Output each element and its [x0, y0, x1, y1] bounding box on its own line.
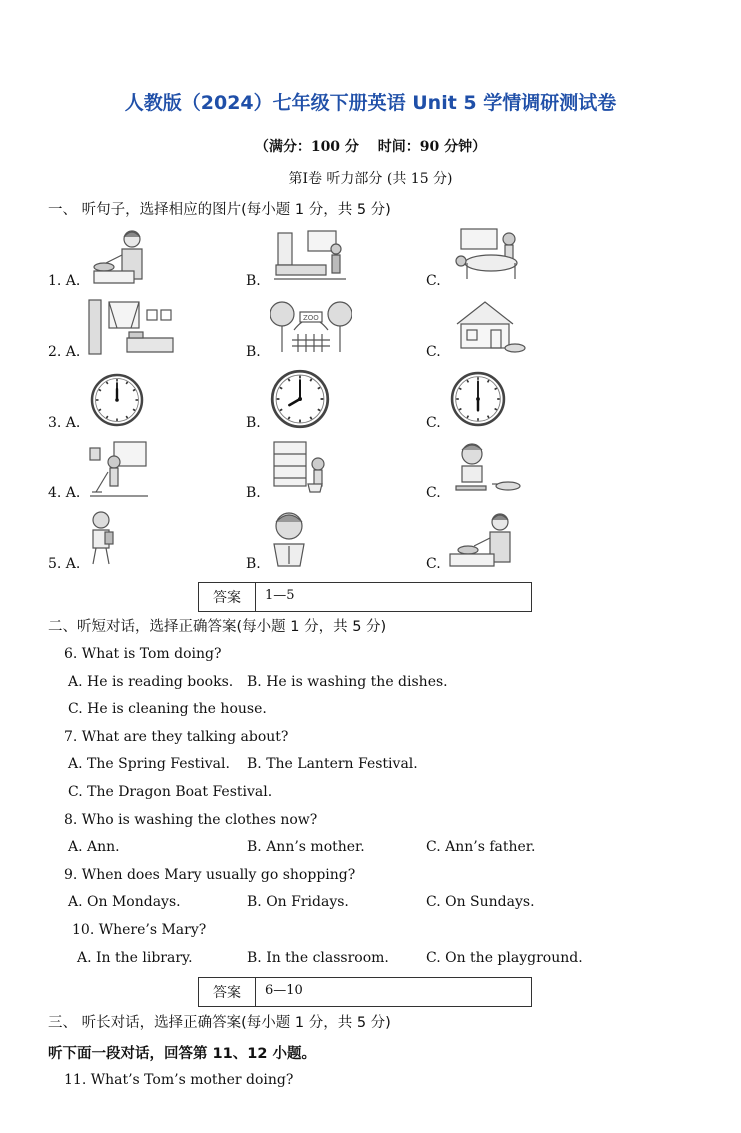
- section1-heading: 一、 听句子，选择相应的图片(每小题 1 分，共 5 分): [48, 202, 391, 218]
- answer-range: 1—5: [265, 588, 295, 603]
- q8-question: 8. Who is washing the clothes now?: [64, 812, 318, 828]
- zoo-gate-icon: [270, 298, 352, 358]
- q7-option-c: C. The Dragon Boat Festival.: [68, 784, 273, 800]
- row3-label-c: C.: [426, 415, 441, 431]
- answer-label: 答案: [199, 583, 256, 611]
- q9-option-c: C. On Sundays.: [426, 894, 535, 910]
- q8-option-c: C. Ann’s father.: [426, 839, 536, 855]
- q6-option-a: A. He is reading books.: [68, 674, 234, 690]
- row5-label-a: 5. A.: [48, 556, 81, 572]
- cooking-boy-icon: [452, 440, 524, 498]
- bedroom-icon: [87, 298, 179, 358]
- section2-heading: 二、听短对话，选择正确答案(每小题 1 分，共 5 分): [48, 619, 387, 635]
- q9-option-a: A. On Mondays.: [68, 894, 181, 910]
- q8-option-b: B. Ann’s mother.: [247, 839, 365, 855]
- part-heading: 第Ⅰ卷 听力部分 (共 15 分): [288, 171, 453, 187]
- q10-option-c: C. On the playground.: [426, 950, 583, 966]
- q10-option-b: B. In the classroom.: [247, 950, 389, 966]
- page-title: 人教版（2024）七年级下册英语 Unit 5 学情调研测试卷: [124, 92, 617, 114]
- svg-text:ZOO: ZOO: [303, 314, 319, 322]
- dining-table-person-icon: [451, 227, 525, 285]
- clock-icon: [270, 369, 330, 429]
- section3-intro: 听下面一段对话，回答第 11、12 小题。: [48, 1046, 316, 1062]
- section3-heading: 三、 听长对话，选择正确答案(每小题 1 分，共 5 分): [48, 1015, 391, 1031]
- row1-label-b: B.: [246, 273, 261, 289]
- row4-label-a: 4. A.: [48, 485, 81, 501]
- q6-option-c: C. He is cleaning the house.: [68, 701, 267, 717]
- row3-label-b: B.: [246, 415, 261, 431]
- cooking-person-icon: [88, 227, 154, 289]
- cooking-woman-icon: [448, 510, 520, 568]
- student-backpack-icon: [85, 510, 117, 568]
- score-time-line: （满分：100 分 时间：90 分钟）: [254, 139, 487, 155]
- q6-option-b: B. He is washing the dishes.: [247, 674, 448, 690]
- row5-label-b: B.: [246, 556, 261, 572]
- sweeping-person-icon: [88, 440, 150, 498]
- answer-label: 答案: [199, 978, 256, 1006]
- row2-label-c: C.: [426, 344, 441, 360]
- shopping-person-icon: [272, 440, 332, 498]
- answer-table-2: [198, 977, 532, 1007]
- row2-label-b: B.: [246, 344, 261, 360]
- answer-table-1: [198, 582, 532, 612]
- row1-label-a: 1. A.: [48, 273, 81, 289]
- q9-option-b: B. On Fridays.: [247, 894, 349, 910]
- row1-label-c: C.: [426, 273, 441, 289]
- row5-label-c: C.: [426, 556, 441, 572]
- row2-label-a: 2. A.: [48, 344, 81, 360]
- q9-question: 9. When does Mary usually go shopping?: [64, 867, 356, 883]
- q7-option-b: B. The Lantern Festival.: [247, 756, 418, 772]
- q7-option-a: A. The Spring Festival.: [68, 756, 230, 772]
- q6-question: 6. What is Tom doing?: [64, 646, 222, 662]
- q8-option-a: A. Ann.: [68, 839, 120, 855]
- row4-label-c: C.: [426, 485, 441, 501]
- living-room-sofa-icon: [272, 227, 348, 285]
- q10-option-a: A. In the library.: [77, 950, 193, 966]
- row3-label-a: 3. A.: [48, 415, 81, 431]
- q7-question: 7. What are they talking about?: [64, 729, 289, 745]
- clock-icon: [90, 373, 144, 427]
- reading-boy-icon: [266, 510, 312, 570]
- clock-icon: [450, 371, 506, 427]
- answer-range: 6—10: [265, 983, 303, 998]
- house-icon: [451, 298, 527, 356]
- q11-question: 11. What’s Tom’s mother doing?: [64, 1072, 294, 1088]
- q10-question: 10. Where’s Mary?: [72, 922, 207, 938]
- row4-label-b: B.: [246, 485, 261, 501]
